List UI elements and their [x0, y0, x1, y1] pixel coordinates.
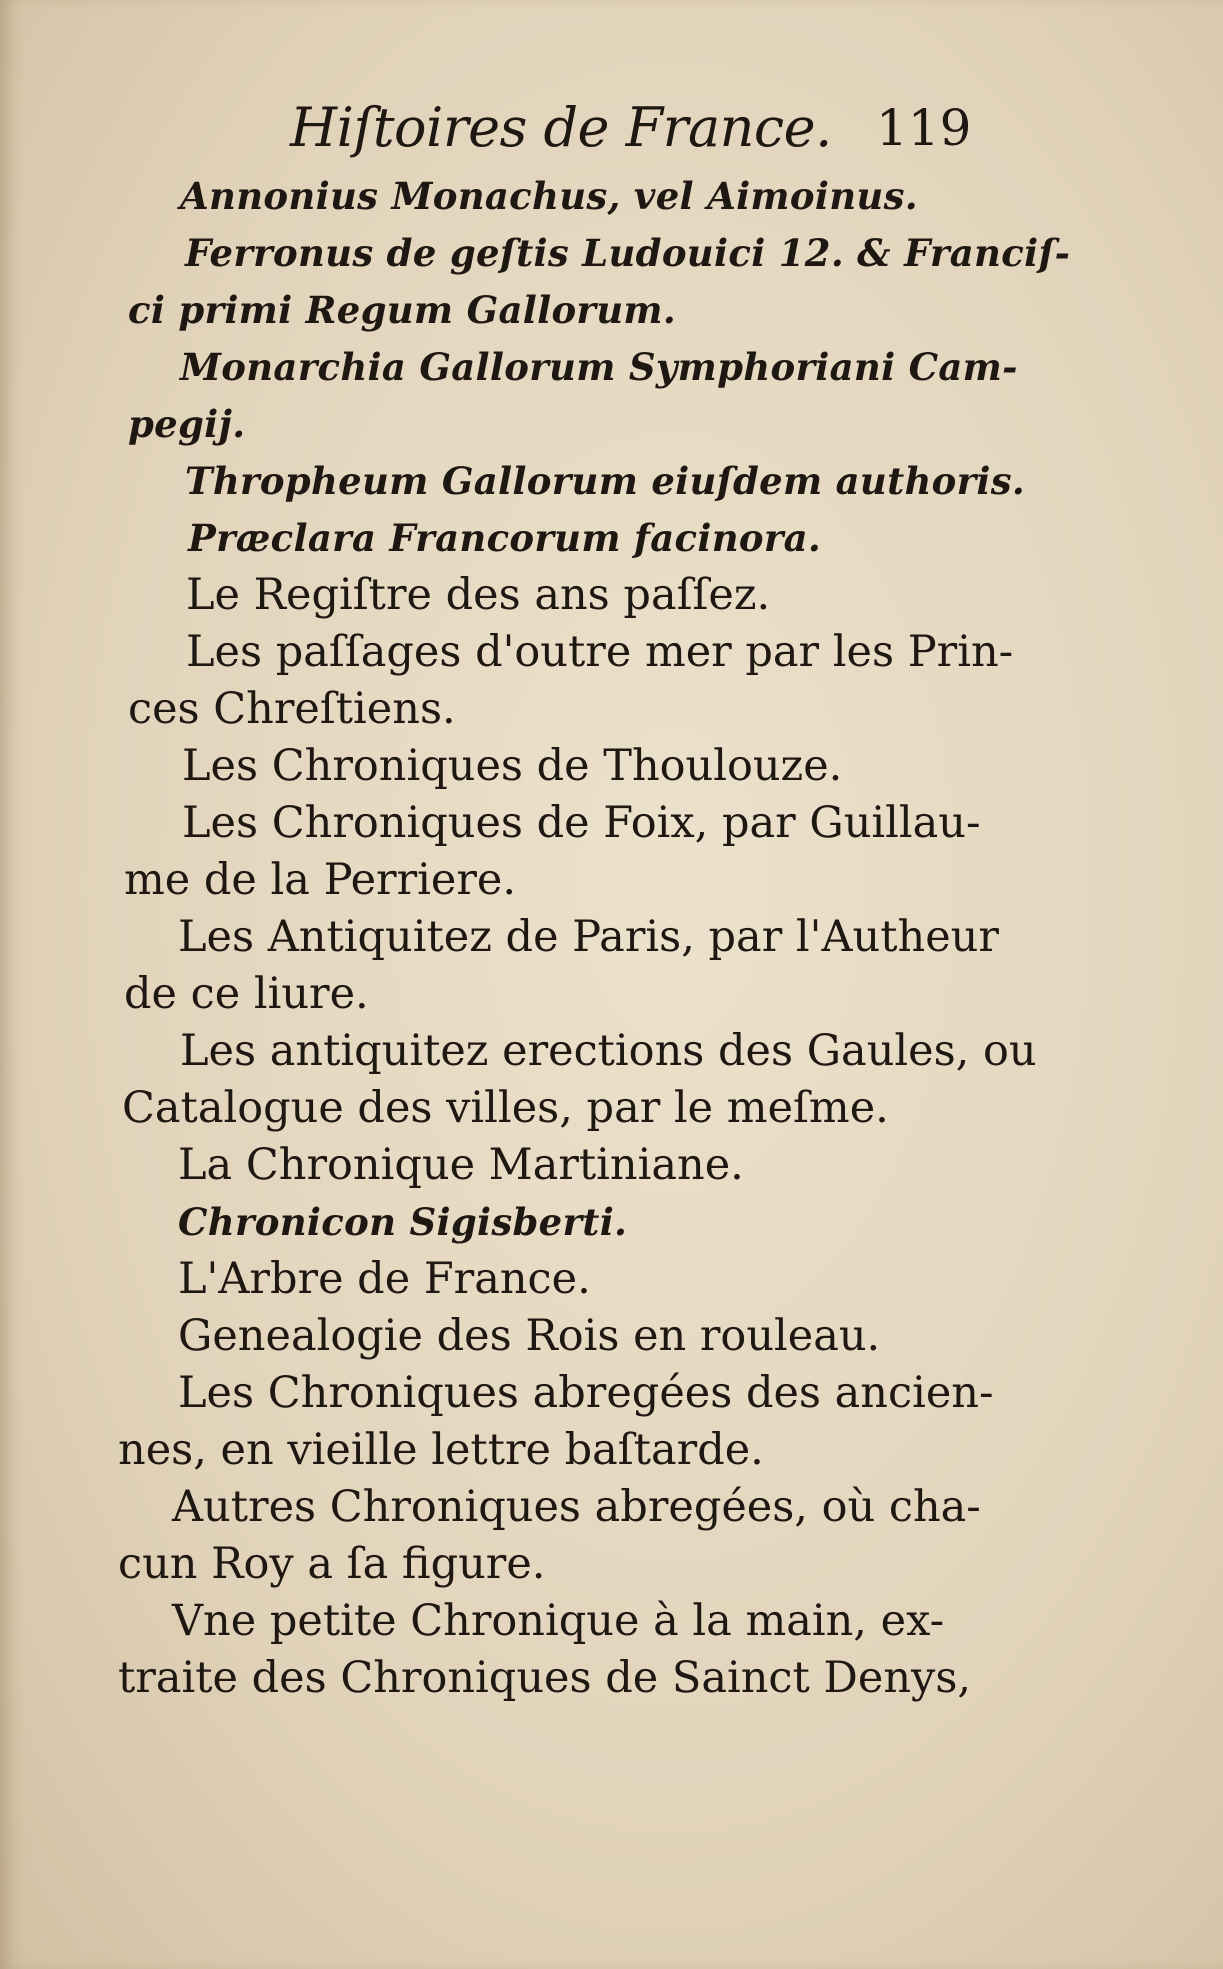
text-line: Les antiquitez erections des Gaules, ou: [180, 1026, 1037, 1076]
text-line: Autres Chroniques abregées, où cha-: [172, 1482, 981, 1532]
text-line: Vne petite Chronique à la main, ex-: [172, 1596, 945, 1646]
text-line: cun Roy a ſa figure.: [118, 1539, 546, 1589]
running-title: Hiſtoires de France.: [290, 96, 832, 159]
text-line: ci primi Regum Gallorum.: [128, 288, 677, 332]
text-line: Les Chroniques de Foix, par Guillau-: [182, 798, 981, 848]
text-line: traite des Chroniques de Sainct Denys,: [118, 1653, 972, 1703]
text-line: Les Chroniques de Thoulouze.: [182, 741, 843, 791]
text-line: Les Chroniques abregées des ancien-: [178, 1368, 994, 1418]
text-line: Thropheum Gallorum eiuſdem authoris.: [185, 459, 1026, 503]
text-line: Les Antiquitez de Paris, par l'Autheur: [178, 912, 999, 962]
text-line: Chronicon Sigisberti.: [178, 1200, 628, 1244]
text-line: Monarchia Gallorum Symphoriani Cam-: [180, 345, 1018, 389]
text-line: L'Arbre de France.: [178, 1254, 591, 1304]
text-line: La Chronique Martiniane.: [178, 1140, 744, 1190]
page-number: 119: [876, 99, 972, 157]
text-line: Le Regiſtre des ans paſſez.: [186, 570, 771, 620]
text-line: Præclara Francorum facinora.: [188, 516, 822, 560]
text-line: Catalogue des villes, par le meſme.: [122, 1083, 889, 1133]
text-line: ces Chreſtiens.: [128, 684, 456, 734]
text-line: me de la Perriere.: [124, 855, 517, 905]
text-line: Les paſſages d'outre mer par les Prin-: [186, 627, 1014, 677]
text-line: Genealogie des Rois en rouleau.: [178, 1311, 881, 1361]
text-line: de ce liure.: [124, 969, 369, 1019]
text-line: Ferronus de geſtis Ludouici 12. & Franciſ-: [185, 231, 1071, 275]
page-header: [0, 88, 1223, 168]
text-line: Annonius Monachus, vel Aimoinus.: [180, 174, 918, 218]
text-line: nes, en vieille lettre baſtarde.: [118, 1425, 764, 1475]
text-line: pegij.: [128, 402, 246, 446]
